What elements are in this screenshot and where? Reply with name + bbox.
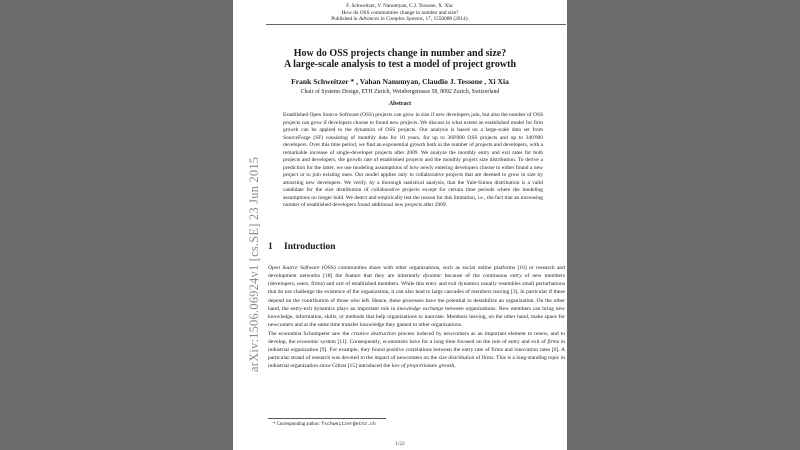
- header-title: How do OSS communities change in number and size?: [341, 9, 459, 16]
- arxiv-stamp: arXiv:1506.06924v1 [cs.SE] 23 Jun 2015: [247, 156, 261, 372]
- footnote: * Corresponding author: fschweitzer@ethz.ch: [273, 422, 376, 427]
- section-number: 1: [268, 242, 273, 252]
- section-heading: [268, 242, 336, 252]
- abstract-body: Established Open Source Software (OSS) projects can grow in size if new developers join, but also the number of OSS projects can grow if developers choose to found new projects. We discuss to what extent an established model for firm growth can be applied to the dynamics of OSS projects. Our analysis is based on a large-scale data set from SourceForge (SF) consisting of monthly data for 10 years, for up to 360'000 OSS projects and up to 340'000 developers. Over this time period, we find an exponential growth both in the number of projects and developers, with a remarkable increase of single-developer projects after 2009. We analyze the monthly entry and exit rates for both projects and developers, the growth rate of established projects and the monthly project size distribution. To derive a prediction for the latter, we use modeling assumptions of how newly entering developers choose to either found a new project or to join existing ones. Our model applies only to collaborative projects that are deemed to grow in size by attracting new developers. We verify, by a thorough statistical analysis, that the Yule-Simon distribution is a valid candidate for the size distribution of collaborative projects except for certain time periods where the modeling assumptions no longer hold. We detect and empirically test the reason for this limitation, i.e., the fact that an increasing number of established developers found additional new projects after 2009.: [283, 112, 543, 208]
- pdf-page[interactable]: [233, 0, 567, 450]
- header-divider: [266, 24, 566, 25]
- intro-paragraph-1: Open Source Software (OSS) communities share with other organizations, such as social online platforms [16] or research and development networks [18] the feature that they are inherently dynamic because of the continuous entry of new members (developers, users, firms) and exit of established members. While this entry and exit dynamics usually resembles small perturbations that do not challenge the existence of the organization, it can also lead to large cascades of members leaving [3], in particular if these depend on the contribution of those who left. Hence, these processes have the potential to destabilize an organization. On the other hand, the entry-exit dynamics plays an important role in knowledge exchange between organizations. New members can bring new knowledge, information, skills, or methods that help organizations to innovate. Members leaving, on the other hand, make space for newcomers and at the same time transfer knowledge they gained to other organizations.: [268, 265, 566, 329]
- footnote-divider: [268, 418, 386, 419]
- paper-authors: Frank Schweitzer * , Vahan Nanumyan, Claudio J. Tessone , Xi Xia: [291, 77, 509, 86]
- header-publication: Published in Advances in Complex Systems, 17, 1550008 (2014).: [331, 16, 469, 23]
- paper-title: How do OSS projects change in number and size? A large-scale analysis to test a model of project growth: [283, 48, 517, 70]
- affiliation: Chair of Systems Design, ETH Zurich, Weinbergstrasse 58, 8092 Zurich, Switzerland: [300, 89, 500, 95]
- introduction-body: [268, 264, 565, 371]
- header-journal: Advances in Complex Systems: [358, 16, 423, 23]
- page-number: 1/22: [395, 441, 405, 447]
- viewer-margin-right: [567, 0, 800, 450]
- corresponding-email[interactable]: fschweitzer@ethz.ch: [321, 422, 376, 427]
- running-header: [233, 3, 567, 23]
- intro-paragraph-2: The economist Schumpeter saw the creative destruction process induced by newcomers as an important element to renew, and to develop, the economic system [11]. Consequently, economists have for a long time focused on the role of entry and exit of firms in industrial organization [9]. For example, they found positive correlations between the entry rate of firms and innovation rates [6]. A particular strand of research was devoted to the impact of newcomers on the size distribution of firms. This is a long-standing topic in industrial organization since Gibrat [15] introduced the law of proportionate growth,: [268, 330, 565, 370]
- abstract-heading: Abstract: [388, 101, 412, 107]
- section-title: Introduction: [284, 242, 336, 252]
- header-authors: F. Schweitzer, V. Nanumyan, C.J. Tessone, X. Xia:: [346, 3, 454, 9]
- viewer-margin-left: [0, 0, 233, 450]
